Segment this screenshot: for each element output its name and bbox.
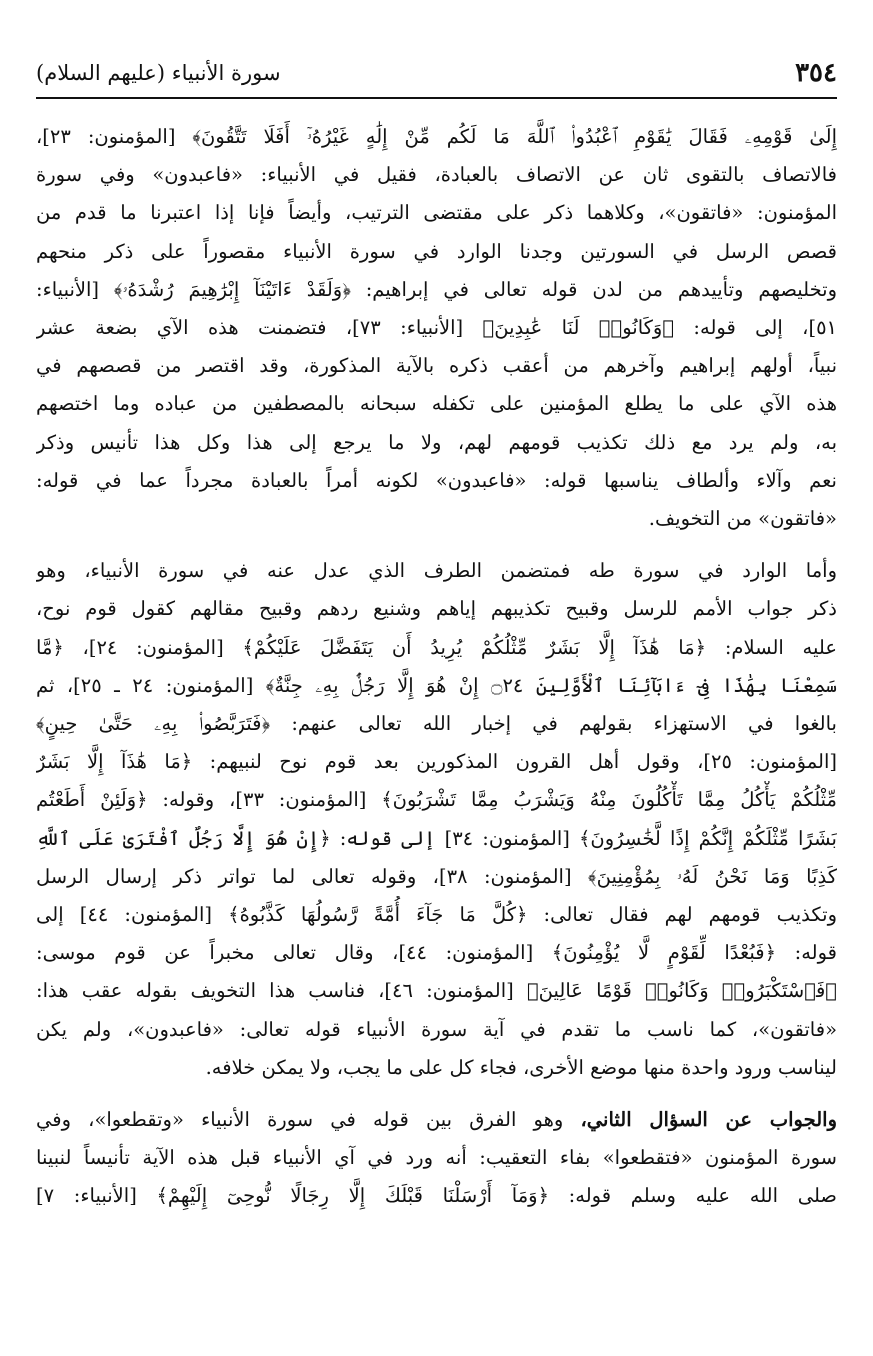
text-line: بالغوا في الاستهزاء بقولهم في إخبار الله تعالى عنهم: ﴿فَتَرَبَّصُوا۟ بِهِۦ حَتَّىٰ حِينٍ﴾ [36,712,837,736]
text-line: إِلَىٰ قَوْمِهِۦ فَقَالَ يَٰقَوْمِ ٱعْبُدُوا۟ ٱللَّهَ مَا لَكُم مِّنْ إِلَٰهٍ غَيْرُهُۥٓ أَفَلَا تَتَّقُونَ﴾ [المؤمنون: ٢٣]، [36,125,837,148]
text-line: «فاتقون» من التخويف. [648,507,837,531]
text-line: مِّثْلُكُمْ يَأْكُلُ مِمَّا تَأْكُلُونَ مِنْهُ وَيَشْرَبُ مِمَّا تَشْرَبُونَ﴾ [المؤمنون: ٣٣]، وقوله: ﴿وَلَئِنْ أَطَعْتُم [36,788,837,812]
text-line: ذكر جواب الأمم للرسل وقبيح تكذيبهم إياهم وشنيع ردهم وقبيح مقالهم كقول قوم نوح، [36,597,837,621]
paragraph-3 [36,1101,837,1216]
section-lead: والجواب عن السؤال الثاني، [580,1108,837,1132]
page-number: ٣٥٤ [795,58,837,88]
text-line: نعم وآلاء وألطاف يناسبها قوله: «فاعبدون» لكونه أمراً بالعبادة مجرداً عما في قوله: [36,468,837,492]
text-line: سورة المؤمنون «فتقطعوا» بفاء التعقيب: أنه ورد في آي الأنبياء قبل هذه الآية تأنيساً لنبينا [36,1146,837,1170]
header-divider [36,97,837,99]
text-line [36,1101,837,1139]
paragraph-1 [36,118,837,538]
text-line: قوله: ﴿فَبُعْدًا لِّقَوْمٍ لَّا يُؤْمِنُونَ﴾ [المؤمنون: ٤٤]، وقال تعالى مخبراً عن قوم موسى: [36,941,837,965]
text-line: ﴿فَٱسْتَكْبَرُوا۟ وَكَانُوا۟ قَوْمًا عَالِينَ﴾ [المؤمنون: ٤٦]، فناسب هذا التخويف بقوله عقب هذا: [36,979,837,1003]
text-line: بَشَرًا مِّثْلَكُمْ إِنَّكُمْ إِذًا لَّخَٰسِرُونَ﴾ [المؤمنون: ٣٤] إلى قوله: ﴿إِنْ هُوَ إِلَّا رَجُلٌ ٱفْتَرَىٰ عَلَى ٱللَّهِ [36,826,837,850]
text-fragment: وهو الفرق بين قوله في سورة الأنبياء «وتقطعوا»، وفي [36,1108,581,1132]
text-line: المؤمنون: «فاتقون»، وكلاهما ذكر على مقتضى الترتيب، وأيضاً فإنا إذا اعتبرنا ما قدم من [36,201,837,225]
text-line: صلى الله عليه وسلم قوله: ﴿وَمَآ أَرْسَلْنَا قَبْلَكَ إِلَّا رِجَالًا نُّوحِىٓ إِلَيْهِمْ﴾ [الأنبياء: ٧] [36,1184,837,1208]
text-line: ليناسب ورود واحدة منها موضع الأخرى، فجاء كل على ما يجب، ولا يمكن خلافه. [205,1055,837,1079]
text-line: به، ولم يرد مع ذلك تكذيب قومهم لهم، ولا ما يرجع إلى هذا وكل هذا تأنيس وذكر [36,430,837,454]
text-line: كَذِبًا وَمَا نَحْنُ لَهُۥ بِمُؤْمِنِينَ﴾ [المؤمنون: ٣٨]، وقوله تعالى لما تواتر ذكر إرسال الرسل [36,864,837,888]
page-header [36,50,837,96]
paragraph-2 [36,552,837,1087]
text-line: ٥١]، إلى قوله: ﴿وَكَانُوا۟ لَنَا عَٰبِدِينَ﴾ [الأنبياء: ٧٣]، فتضمنت هذه الآي بضعة عشر [36,316,837,340]
text-line: وتخليصهم وتأييدهم من لدن قوله تعالى في إبراهيم: ﴿وَلَقَدْ ءَاتَيْنَآ إِبْرَٰهِيمَ رُشْدَهُۥ﴾ [الأنبياء: [36,277,837,301]
main-text [36,118,837,1216]
running-title: سورة الأنبياء (عليهم السلام) [36,61,281,85]
text-line: هذه الآي على ما يطلع المؤمنين على تكفله سبحانه بالمصطفين من عباده وما اختصهم [36,392,837,416]
text-line: عليه السلام: ﴿مَا هَٰذَآ إِلَّا بَشَرٌ مِّثْلُكُمْ يُرِيدُ أَن يَتَفَضَّلَ عَلَيْكُمْ﴾ [المؤمنون: ٢٤]، ﴿مَّا [36,635,837,659]
text-line: سَمِعْنَا بِهَٰذَا فِىٓ ءَابَآئِنَا ٱلْأَوَّلِينَ ۝٢٤ إِنْ هُوَ إِلَّا رَجُلٌۢ بِهِۦ جِنَّةٌ﴾ [المؤمنون: ٢٤ ـ ٢٥]، ثم [36,673,837,697]
text-line: وتكذيب قومهم لهم فقال تعالى: ﴿كُلَّ مَا جَآءَ أُمَّةً رَّسُولُهَا كَذَّبُوهُ﴾ [المؤمنون: ٤٤] إلى [36,903,837,927]
text-line: فالاتصاف بالتقوى ثان عن الاتصاف بالعبادة، فقيل في الأنبياء: «فاعبدون» وفي سورة [36,163,837,187]
text-line: نبياً، أولهم إبراهيم وآخرهم من أعقب ذكره بالآية المذكورة، وقد اقتصر من قصصهم في [36,354,837,378]
text-line: [المؤمنون: ٢٥]، وقول أهل القرون المذكورين بعد قوم نوح لنبيهم: ﴿مَا هَٰذَآ إِلَّا بَشَرٌ [36,750,837,774]
text-line: «فاتقون»، كما ناسب ما تقدم في آية سورة الأنبياء قوله تعالى: «فاعبدون»، ولم يكن [36,1017,837,1041]
text-line: وأما الوارد في سورة طه فمتضمن الطرف الذي عدل عنه في سورة الأنبياء، وهو [36,559,837,583]
text-line: قصص الرسل في السورتين وجدنا الوارد في سورة الأنبياء مقصوراً على ذكر منحهم [36,239,837,263]
